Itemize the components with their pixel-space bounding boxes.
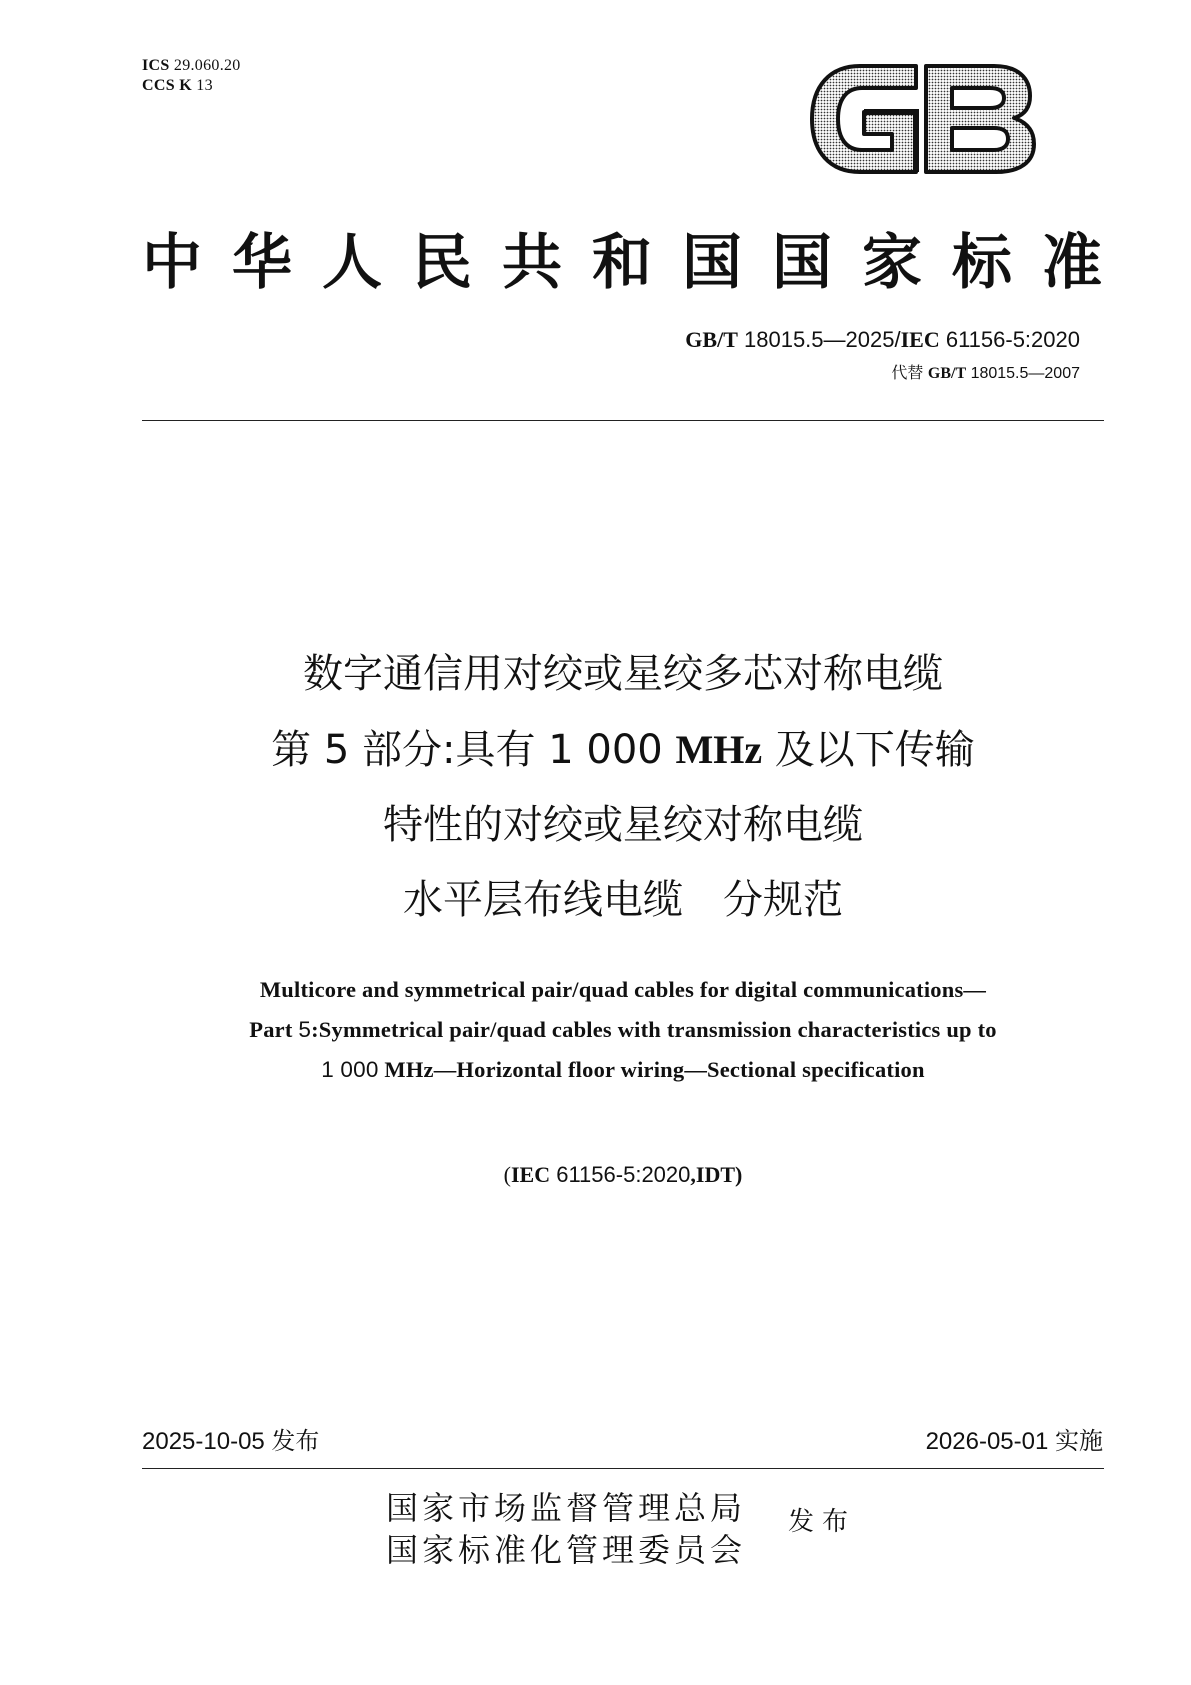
en-title-line-1: Multicore and symmetrical pair/quad cables for digital communications— [259,977,987,1002]
en-title-line-2 [142,1010,1104,1050]
ccs-line [142,76,241,96]
en-title-frequency: 1 000 [321,1057,379,1082]
authority-sac: 国家标准化管理委员会 [386,1531,747,1569]
cn-title-line-2 [142,712,1104,788]
std-iec-prefix: IEC [900,327,940,352]
replaces-standard [891,364,1080,384]
cn-title-line-2a: 第 5 部分:具有 1 000 [271,727,676,773]
classification-codes [142,56,241,96]
en-title-line-3b: MHz—Horizontal floor wiring—Sectional specification [378,1057,925,1082]
en-title-part-number: 5 [298,1017,312,1042]
replaces-label: 代替 [891,365,924,382]
iec-ref-suffix: ,IDT) [690,1162,743,1187]
iec-ref-prefix: IEC [510,1162,551,1187]
ccs-label: CCS [142,77,175,94]
std-number-value: 18015.5—2025/ [744,327,901,352]
iec-reference [142,1160,1104,1190]
cn-title-line-4: 水平层布线电缆 分规范 [403,877,843,923]
chinese-title [142,637,1104,938]
replaces-prefix: GB/T [927,365,967,382]
authority-samr: 国家市场监督管理总局 [386,1489,747,1527]
replaces-number: 18015.5—2007 [970,365,1080,382]
standard-number [685,326,1080,354]
ics-line [142,56,241,76]
issued-by-label: 发布 [788,1507,857,1537]
ics-code: 29.060.20 [173,57,241,74]
cn-title-line-1: 数字通信用对绞或星绞多芯对称电缆 [303,651,943,697]
cn-title-unit: MHz [675,727,763,772]
ccs-letter: K [179,77,192,94]
en-title-line-3 [142,1050,1104,1090]
national-standard-heading: 中华人民共和国国家标准 [142,228,1104,298]
top-divider [142,420,1104,421]
issue-date: 2025-10-05 发布 [142,1428,320,1455]
ics-label: ICS [142,57,170,74]
cn-title-line-3: 特性的对绞或星绞对称电缆 [383,802,863,848]
ccs-code: 13 [196,77,213,94]
iec-ref-open: ( [503,1162,511,1187]
en-title-line-2a: Part [249,1017,299,1042]
iec-ref-number: 61156-5:2020 [550,1162,691,1187]
english-title [142,970,1104,1090]
implementation-date: 2026-05-01 实施 [925,1428,1103,1455]
std-iec-number: 61156-5:2020 [945,327,1080,352]
en-title-line-2b: :Symmetrical pair/quad cables with transmission characteristics up to [311,1017,997,1042]
std-prefix: GB/T [685,327,738,352]
bottom-divider [142,1468,1104,1469]
gb-logo-icon [808,60,1038,178]
issuing-authorities [386,1487,746,1571]
cn-title-line-2b: 及以下传输 [762,727,975,773]
